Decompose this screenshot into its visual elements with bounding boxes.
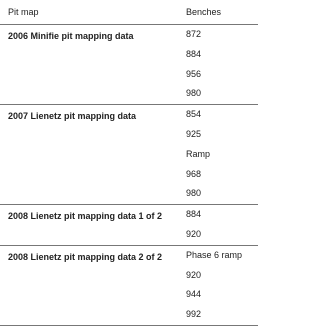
bench-value: 920 bbox=[186, 228, 202, 239]
header-row bbox=[0, 0, 258, 25]
benches-cell bbox=[186, 25, 258, 105]
header-benches: Benches bbox=[186, 0, 258, 25]
pit-map-name: 2006 Minifie pit mapping data bbox=[0, 25, 186, 105]
pit-map-name: 2008 Lienetz pit mapping data 1 of 2 bbox=[0, 205, 186, 246]
table-row bbox=[0, 25, 258, 105]
bench-value: 980 bbox=[186, 188, 202, 199]
bench-value: Phase 6 ramp bbox=[186, 249, 243, 260]
benches-cell bbox=[186, 105, 258, 205]
table-row bbox=[0, 105, 258, 205]
bench-value: 884 bbox=[186, 209, 202, 220]
table-row bbox=[0, 245, 258, 325]
bench-value: 854 bbox=[186, 109, 202, 120]
pit-map-name: 2007 Lienetz pit mapping data bbox=[0, 105, 186, 205]
table-row bbox=[0, 205, 258, 246]
pit-map-name: 2008 Lienetz pit mapping data 2 of 2 bbox=[0, 245, 186, 325]
benches-cell bbox=[186, 245, 258, 325]
bench-value: 884 bbox=[186, 48, 202, 59]
bench-value: 968 bbox=[186, 168, 202, 179]
bench-value: 980 bbox=[186, 88, 202, 99]
bench-value: 925 bbox=[186, 128, 202, 139]
bench-value: 944 bbox=[186, 289, 202, 300]
bench-value: 920 bbox=[186, 269, 202, 280]
bench-value: Ramp bbox=[186, 148, 211, 159]
benches-cell bbox=[186, 205, 258, 246]
bench-value: 956 bbox=[186, 68, 202, 79]
bench-value: 872 bbox=[186, 29, 202, 39]
bench-value: 992 bbox=[186, 309, 202, 320]
header-pit-map: Pit map bbox=[0, 0, 186, 25]
